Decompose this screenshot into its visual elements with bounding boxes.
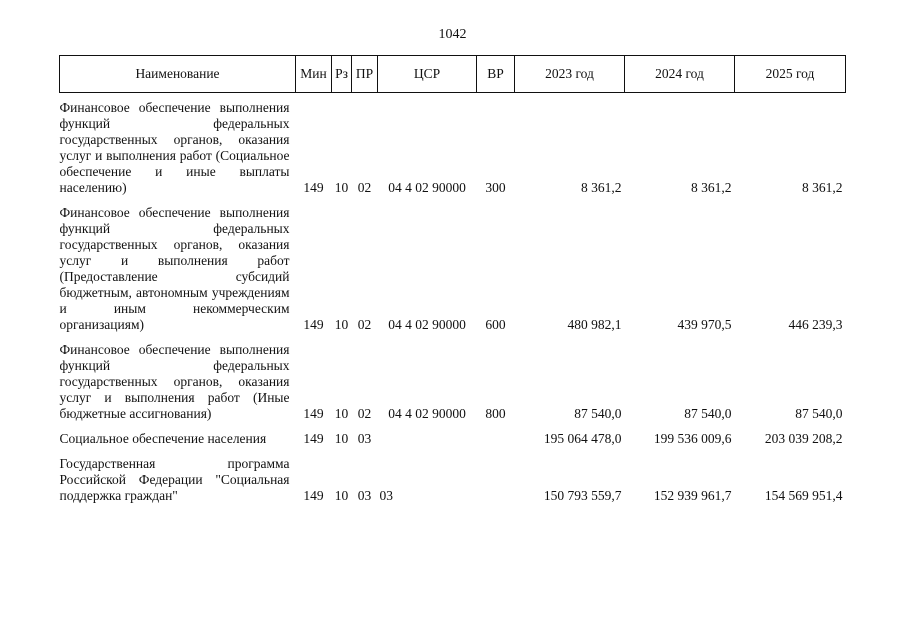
row-vr	[477, 447, 515, 504]
row-2025: 154 569 951,4	[764, 488, 843, 503]
row-csr	[378, 422, 477, 447]
row-vr: 800	[485, 406, 506, 421]
header-vr: ВР	[477, 56, 515, 93]
row-name: Социальное обеспечение населения	[59, 431, 267, 446]
table-row	[60, 196, 846, 333]
page-number: 1042	[438, 27, 467, 42]
row-2025: 87 540,0	[795, 406, 843, 421]
row-2024: 439 970,5	[677, 317, 732, 332]
row-rz: 10	[334, 317, 349, 332]
header-name: Наименование	[60, 56, 296, 93]
row-name: Государственная программа Российской Федерации "Социальная поддержка граждан"	[59, 456, 290, 503]
header-min: Мин	[296, 56, 332, 93]
header-2024: 2024 год	[625, 56, 735, 93]
row-min: 149	[303, 180, 324, 195]
row-pr: 03	[357, 488, 372, 503]
row-csr: 04 4 02 90000	[388, 406, 466, 421]
header-pr: ПР	[352, 56, 378, 93]
row-pr: 02	[357, 180, 372, 195]
row-pr: 03	[357, 431, 372, 446]
row-pr: 02	[357, 317, 372, 332]
row-min: 149	[303, 406, 324, 421]
budget-table	[59, 55, 846, 504]
table-row	[60, 422, 846, 447]
row-min: 149	[303, 431, 324, 446]
header-2025: 2025 год	[735, 56, 846, 93]
row-csr: 04 4 02 90000	[388, 180, 466, 195]
row-2025: 203 039 208,2	[764, 431, 843, 446]
row-vr: 300	[485, 180, 506, 195]
row-2025: 8 361,2	[802, 180, 843, 195]
row-2023: 480 982,1	[567, 317, 622, 332]
row-min: 149	[303, 488, 324, 503]
row-2023: 195 064 478,0	[543, 431, 622, 446]
header-2023: 2023 год	[515, 56, 625, 93]
row-2024: 199 536 009,6	[653, 431, 732, 446]
table-row	[60, 333, 846, 422]
row-2024: 8 361,2	[691, 180, 732, 195]
row-pr: 02	[357, 406, 372, 421]
row-name: Финансовое обеспечение выполнения функций федеральных государственных органов, оказания услуг и выполнения работ (Иные бюджетные ассигнования)	[59, 342, 290, 421]
row-name: Финансовое обеспечение выполнения функций федеральных государственных органов, оказания услуг и выполнения работ (Предоставление субсидий бюджетным, автономным учреждениям и иным некоммерческим организациям)	[59, 205, 290, 332]
row-2025: 446 239,3	[788, 317, 843, 332]
row-min: 149	[303, 317, 324, 332]
row-2023: 150 793 559,7	[543, 488, 622, 503]
table-header-row	[60, 56, 846, 93]
row-csr: 04 4 02 90000	[388, 317, 466, 332]
row-rz: 10	[334, 406, 349, 421]
row-rz: 10	[334, 488, 349, 503]
header-rz: Рз	[332, 56, 352, 93]
row-name: Финансовое обеспечение выполнения функций федеральных государственных органов, оказания услуг и выполнения работ (Социальное обеспечение и иные выплаты населению)	[59, 100, 290, 195]
row-vr	[477, 422, 515, 447]
row-rz: 10	[334, 180, 349, 195]
table-row	[60, 447, 846, 504]
row-vr: 600	[485, 317, 506, 332]
header-csr: ЦСР	[378, 56, 477, 93]
row-2023: 8 361,2	[581, 180, 622, 195]
row-2024: 87 540,0	[684, 406, 732, 421]
row-2024: 152 939 961,7	[653, 488, 732, 503]
row-2023: 87 540,0	[574, 406, 622, 421]
table-row	[60, 93, 846, 197]
row-csr: 03	[379, 488, 393, 503]
row-rz: 10	[334, 431, 349, 446]
